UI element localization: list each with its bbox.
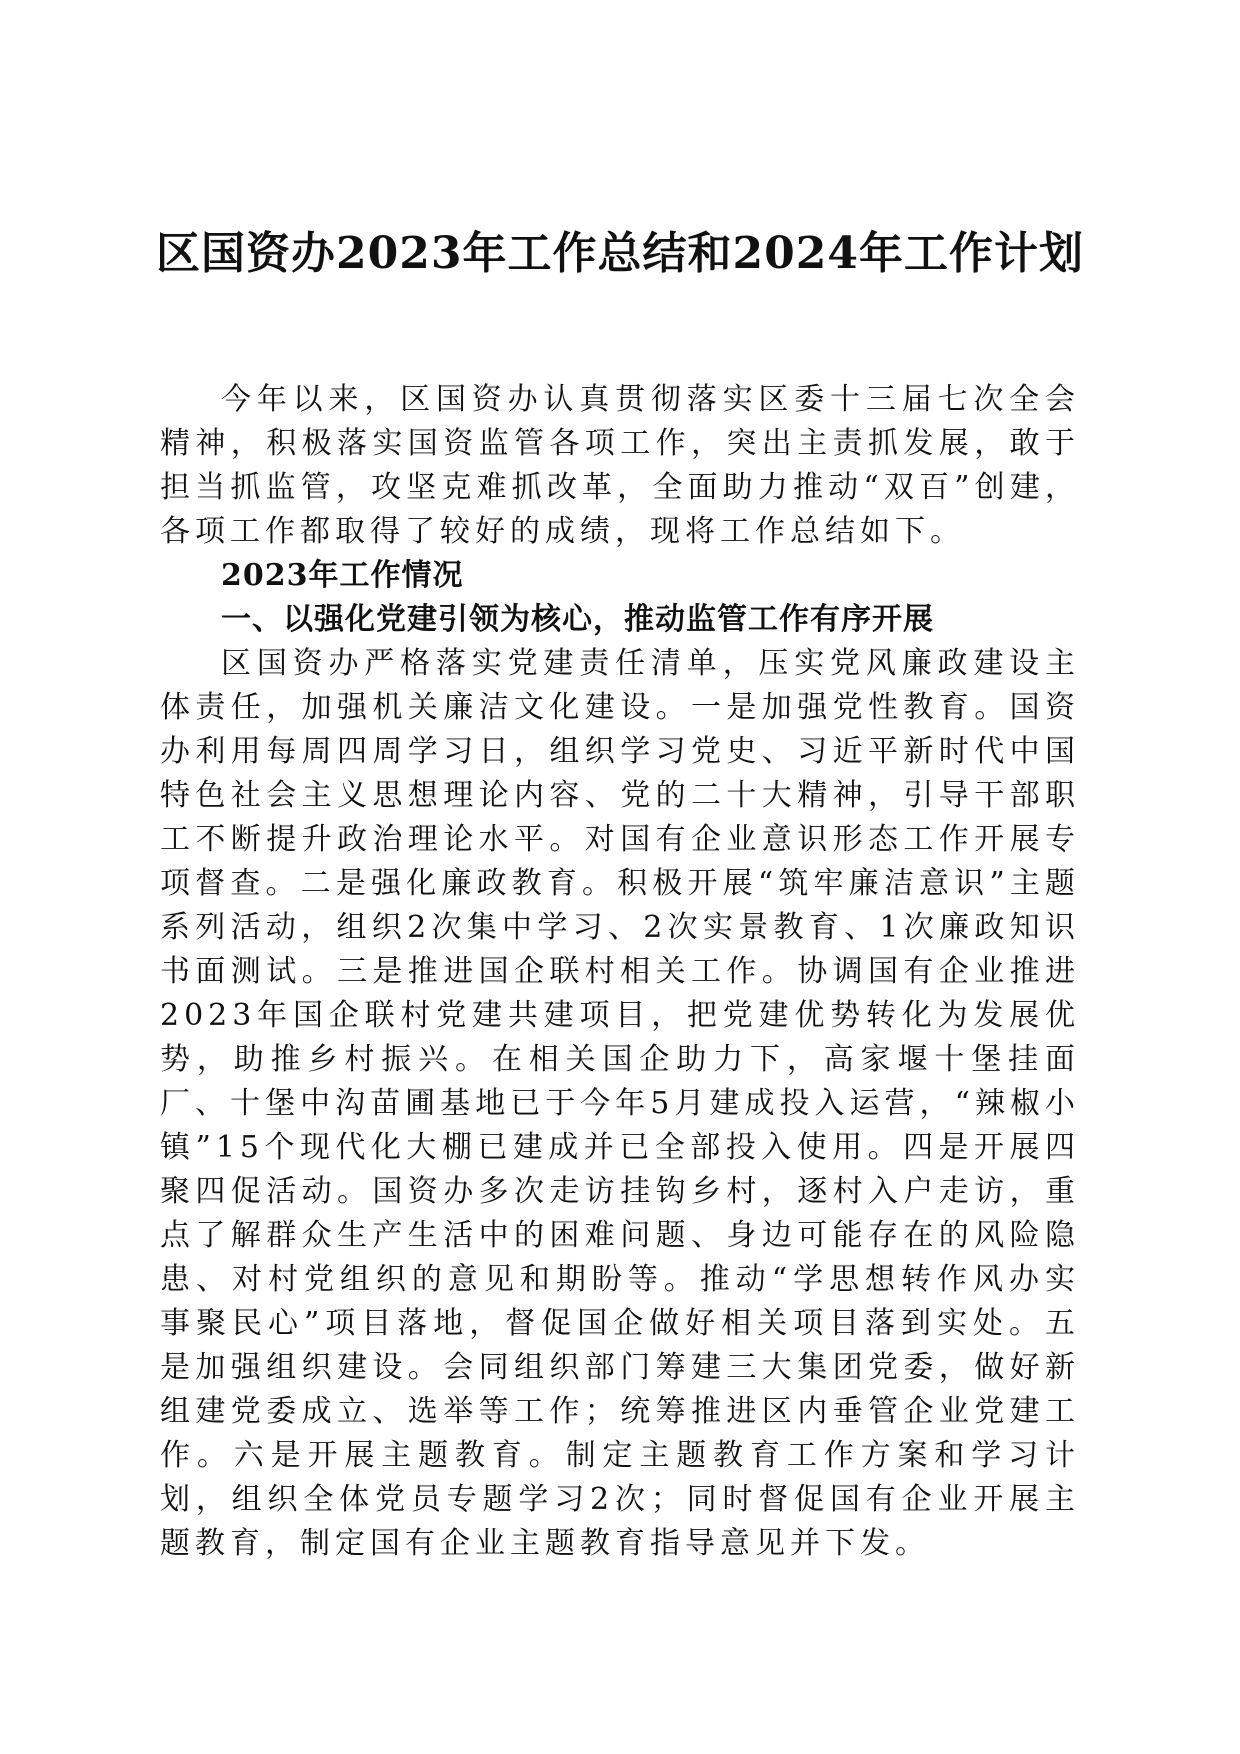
section-heading: 2023年工作情况 — [221, 558, 464, 593]
document-body — [160, 378, 1080, 1566]
intro-paragraph: 今年以来，区国资办认真贯彻落实区委十三届七次全会精神，积极落实国资监管各项工作，突出主责抓发展，敢于担当抓监管，攻坚克难抓改革，全面助力推动“双百”创建，各项工作都取得了较好的成绩，现将工作总结如下。 — [160, 382, 1080, 549]
subsection-heading: 一、以强化党建引领为核心，推动监管工作有序开展 — [221, 602, 934, 637]
subsection-paragraph: 区国资办严格落实党建责任清单，压实党风廉政建设主体责任，加强机关廉洁文化建设。一是加强党性教育。国资办利用每周四周学习日，组织学习党史、习近平新时代中国特色社会主义思想理论内容、党的二十大精神，引导干部职工不断提升政治理论水平。对国有企业意识形态工作开展专项督查。二是强化廉政教育。积极开展“筑牢廉洁意识”主题系列活动，组织2次集中学习、2次实景教育、1次廉政知识书面测试。三是推进国企联村相关工作。协调国有企业推进2023年国企联村党建共建项目，把党建优势转化为发展优势，助推乡村振兴。在相关国企助力下，高家堰十堡挂面厂、十堡中沟苗圃基地已于今年5月建成投入运营，“辣椒小镇”15个现代化大棚已建成并已全部投入使用。四是开展四聚四促活动。国资办多次走访挂钩乡村，逐村入户走访，重点了解群众生产生活中的困难问题、身边可能存在的风险隐患、对村党组织的意见和期盼等。推动“学思想转作风办实事聚民心”项目落地，督促国企做好相关项目落到实处。五是加强组织建设。会同组织部门筹建三大集团党委，做好新组建党委成立、选举等工作；统筹推进区内垂管企业党建工作。六是开展主题教育。制定主题教育工作方案和学习计划，组织全体党员专题学习2次；同时督促国有企业开展主题教育，制定国有企业主题教育指导意见并下发。 — [160, 646, 1080, 1561]
document-title: 区国资办2023年工作总结和2024年工作计划 — [156, 228, 1084, 279]
